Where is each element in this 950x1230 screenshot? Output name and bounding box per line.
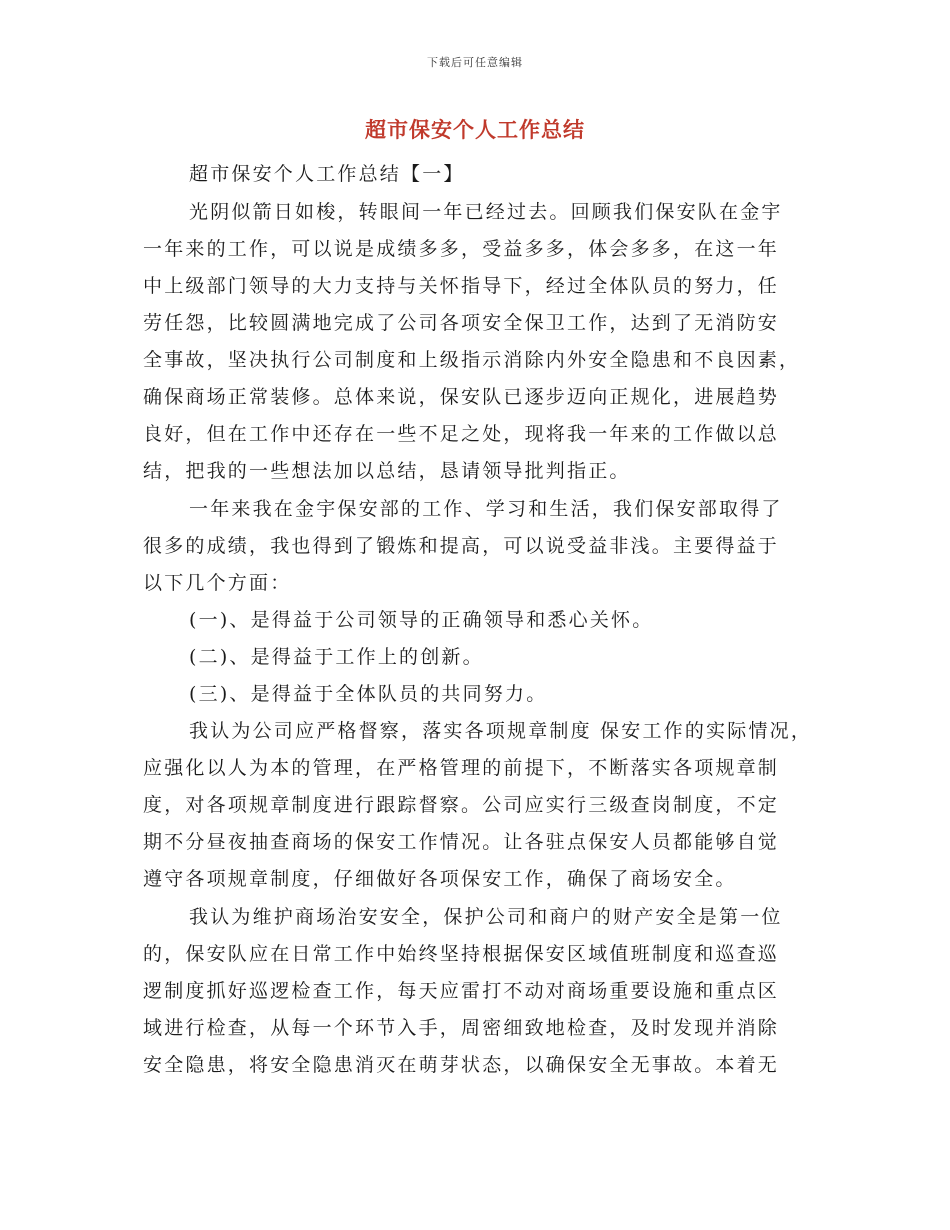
paragraph-line: 结，把我的一些想法加以总结，恳请领导批判指正。 xyxy=(143,460,631,482)
paragraph-line: 域进行检查，从每一个环节入手，周密细致地检查，及时发现并消除 xyxy=(143,1017,780,1039)
paragraph-line: 的，保安队应在日常工作中始终坚持根据保安区域值班制度和巡查巡 xyxy=(143,943,780,965)
list-item: (三)、是得益于全体队员的共同努力。 xyxy=(189,683,548,705)
paragraph-line: 以下几个方面： xyxy=(143,572,292,594)
paragraph-line: 中上级部门领导的大力支持与关怀指导下，经过全体队员的努力，任 xyxy=(143,275,780,297)
list-item: (一)、是得益于公司领导的正确领导和悉心关怀。 xyxy=(189,609,654,631)
paragraph-line: 光阴似箭日如梭，转眼间一年已经过去。回顾我们保安队在金宇 xyxy=(189,201,783,223)
header-note: 下载后可任意编辑 xyxy=(427,56,523,69)
paragraph-line: 一年来的工作，可以说是成绩多多，受益多多，体会多多，在这一年 xyxy=(143,238,780,260)
paragraph-line: 很多的成绩，我也得到了锻炼和提高，可以说受益非浅。主要得益于 xyxy=(143,535,780,557)
paragraph-line: 我认为公司应严格督察，落实各项规章制度 保安工作的实际情况， xyxy=(189,720,813,742)
paragraph-line: 劳任怨，比较圆满地完成了公司各项安全保卫工作，达到了无消防安 xyxy=(143,312,780,334)
paragraph-line: 逻制度抓好巡逻检查工作，每天应雷打不动对商场重要设施和重点区 xyxy=(143,980,780,1002)
paragraph-line: 我认为维护商场治安安全，保护公司和商户的财产安全是第一位 xyxy=(189,906,783,928)
paragraph-line: 遵守各项规章制度，仔细做好各项保安工作，确保了商场安全。 xyxy=(143,868,737,890)
paragraph-line: 全事故，坚决执行公司制度和上级指示消除内外安全隐患和不良因素， xyxy=(143,349,801,371)
document-title: 超市保安个人工作总结 xyxy=(365,118,585,142)
paragraph-line: 期不分昼夜抽查商场的保安工作情况。让各驻点保安人员都能够自觉 xyxy=(143,831,780,853)
paragraph-line: 确保商场正常装修。总体来说，保安队已逐步迈向正规化，进展趋势 xyxy=(143,386,780,408)
section-heading: 超市保安个人工作总结【一】 xyxy=(189,163,465,185)
paragraph-line: 一年来我在金宇保安部的工作、学习和生活，我们保安部取得了 xyxy=(189,498,783,520)
paragraph-line: 良好，但在工作中还存在一些不足之处，现将我一年来的工作做以总 xyxy=(143,423,780,445)
list-item: (二)、是得益于工作上的创新。 xyxy=(189,646,484,668)
paragraph-line: 应强化以人为本的管理，在严格管理的前提下，不断落实各项规章制 xyxy=(143,757,780,779)
paragraph-line: 度，对各项规章制度进行跟踪督察。公司应实行三级查岗制度，不定 xyxy=(143,794,780,816)
paragraph-line: 安全隐患，将安全隐患消灭在萌芽状态，以确保安全无事故。本着无 xyxy=(143,1054,780,1076)
